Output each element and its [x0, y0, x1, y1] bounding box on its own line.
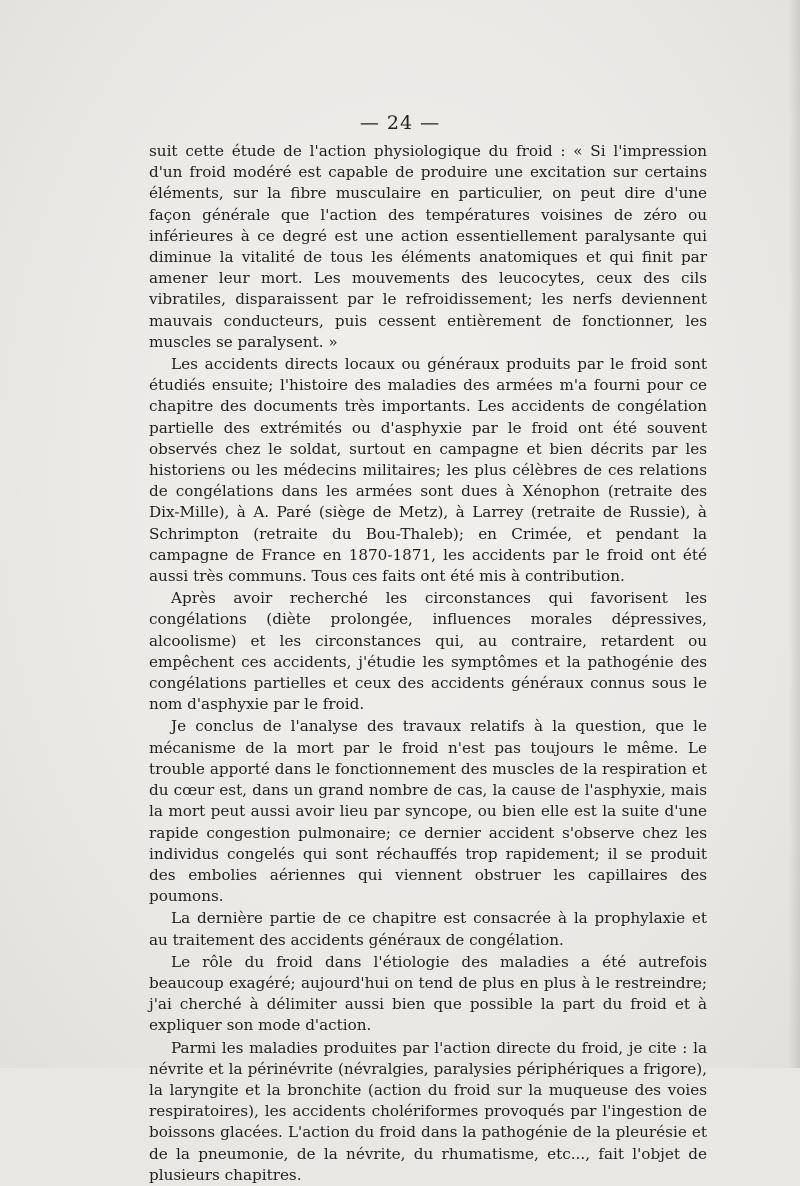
- paragraph-3: Après avoir recherché les circonstances qui favorisent les congélations (diète prolongée, influences morales dépressives, alcoolisme) et les circonstances qui, au contraire, retardent ou empêchent ces accidents, j'étudie les symptômes et la pathogénie des congélations partielles et ceux des accidents généraux connus sous le nom d'asphyxie par le froid.: [149, 589, 707, 714]
- paragraph-5: La dernière partie de ce chapitre est consacrée à la prophylaxie et au traitement des accidents généraux de congélation.: [149, 909, 707, 949]
- paragraph-4: Je conclus de l'analyse des travaux relatifs à la question, que le mécanisme de la mort par le froid n'est pas toujours le même. Le trouble apporté dans le fonctionnement des muscles de la respiration et du cœur est, dans un grand nombre de cas, la cause de l'asphyxie, mais la mort peut aussi avoir lieu par syncope, ou bien elle est la suite d'une rapide congestion pulmonaire; ce dernier accident s'observe chez les individus congelés qui sont réchauffés trop rapidement; il se produit des embolies aériennes qui viennent obstruer les capillaires des poumons.: [149, 717, 707, 906]
- page-edge-shadow: [788, 0, 800, 1068]
- body-text: [149, 141, 707, 1186]
- paragraph-6: Le rôle du froid dans l'étiologie des maladies a été autrefois beaucoup exagéré; aujourd'hui on tend de plus en plus à le restreindre; j'ai cherché à délimiter aussi bien que possible la part du froid et à expliquer son mode d'action.: [149, 952, 707, 1035]
- paragraph-1: suit cette étude de l'action physiologique du froid : « Si l'impression d'un froid modéré est capable de produire une excitation sur certains éléments, sur la fibre musculaire en particulier, on peut dire d'une façon générale que l'action des températures voisines de zéro ou inférieures à ce degré est une action essentiellement paralysante qui diminue la vitalité de tous les éléments anatomiques et qui finit par amener leur mort. Les mouvements des leucocytes, ceux des cils vibratiles, disparaissent par le refroidissement; les nerfs deviennent mauvais conducteurs, puis cessent entièrement de fonctionner, les muscles se paralysent. »: [149, 142, 707, 351]
- paragraph-2: Les accidents directs locaux ou généraux produits par le froid sont étudiés ensuite; l'histoire des maladies des armées m'a fourni pour ce chapitre des documents très importants. Les accidents de congélation partielle des extrémités ou d'asphyxie par le froid ont été souvent observés chez le soldat, surtout en campagne et bien décrits par les historiens ou les médecins militaires; les plus célèbres de ces relations de congélations dans les armées sont dues à Xénophon (retraite des Dix-Mille), à A. Paré (siège de Metz), à Larrey (retraite de Russie), à Schrimpton (retraite du Bou-Thaleb); en Crimée, et pendant la campagne de France en 1870-1871, les accidents par le froid ont été aussi très communs. Tous ces faits ont été mis à contribution.: [149, 355, 707, 586]
- page-number: — 24 —: [359, 112, 441, 134]
- paragraph-7: Parmi les maladies produites par l'action directe du froid, je cite : la névrite et la périnévrite (névralgies, paralysies périphériques a frigore), la laryngite et la bronchite (action du froid sur la muqueuse des voies respiratoires), les accidents cholériformes provoqués par l'ingestion de boissons glacées. L'action du froid dans la pathogénie de la pleurésie et de la pneumonie, de la névrite, du rhumatisme, etc..., fait l'objet de plusieurs chapitres.: [149, 1038, 707, 1184]
